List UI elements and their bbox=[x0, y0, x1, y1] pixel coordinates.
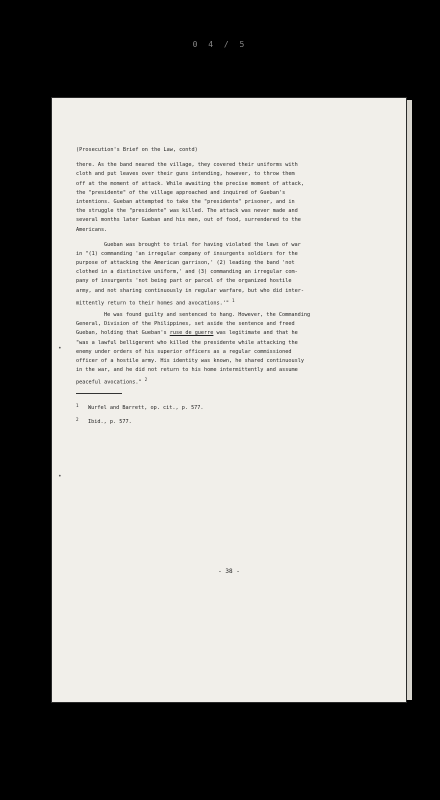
text-line bbox=[76, 296, 394, 305]
text-line bbox=[76, 329, 394, 338]
text-line: officer of a hostile army. His identity was known, he shared continuously bbox=[76, 357, 304, 364]
text-line: "was a lawful belligerent who killed the presidente while attacking the bbox=[76, 339, 298, 346]
paragraph-2 bbox=[76, 241, 394, 305]
margin-mark: • bbox=[58, 473, 62, 480]
paragraph-1 bbox=[76, 161, 394, 235]
footnote-number: 1 bbox=[76, 402, 79, 408]
footnote bbox=[76, 400, 394, 414]
text-line: there. As the band neared the village, they covered their uniforms with bbox=[76, 162, 298, 169]
text-line: in the war, and he did not return to his home intermittently and assume bbox=[76, 367, 298, 374]
text-line: intentions. Gueban attempted to take the "presidente" prisoner, and in bbox=[76, 198, 295, 205]
text-line: Gueban was brought to trial for having violated the laws of war bbox=[104, 241, 301, 248]
footnote-ref: 2 bbox=[144, 377, 148, 383]
paragraph-3 bbox=[76, 311, 394, 385]
text-line bbox=[76, 375, 394, 387]
text-line: purpose of attacking the American garrison,' (2) leading the band 'not bbox=[76, 260, 295, 267]
text-span: was legitimate and that he bbox=[213, 330, 298, 337]
document-header: (Prosecution's Brief on the Law, contd) bbox=[76, 147, 198, 153]
text-line: in "(1) commanding 'an irregular company of insurgents soldiers for the bbox=[76, 250, 298, 257]
footnote-text: Wurfel and Barrett, op. cit., p. 577. bbox=[88, 404, 204, 411]
footnote-ref: 1 bbox=[232, 297, 235, 303]
text-line: He was found guilty and sentenced to hang. However, the Commanding bbox=[104, 312, 311, 318]
text-span: mittently return to their homes and avocations.'" bbox=[76, 300, 230, 307]
footnotes bbox=[76, 400, 394, 428]
footnote-text: Ibid., p. 577. bbox=[88, 418, 132, 425]
footnote-number: 2 bbox=[76, 416, 79, 422]
text-line: army, and not sharing continuously in regular warfare, but who did inter- bbox=[76, 287, 304, 294]
text-span: Gueban, holding that Gueban's bbox=[76, 330, 170, 337]
text-span: peaceful avocations." bbox=[76, 380, 142, 387]
text-line: pany of insurgents 'not being part or parcel of the organized hostile bbox=[76, 278, 292, 285]
text-line: the struggle the "presidente" was killed. The attack was never made and bbox=[76, 208, 298, 215]
text-line: the "presidente" of the village approached and inquired of Gueban's bbox=[76, 189, 286, 196]
document-page bbox=[52, 98, 406, 702]
text-line: several months later Gueban and his men, out of food, surrendered to the bbox=[76, 217, 301, 224]
document-body bbox=[76, 146, 394, 428]
underlined-term: ruse de guerre bbox=[169, 330, 214, 337]
frame-label: 0 4 / 5 bbox=[192, 40, 248, 49]
page-number: - 38 - bbox=[218, 568, 240, 575]
text-line: off at the moment of attack. While awaiting the precise moment of attack, bbox=[76, 180, 304, 187]
text-line: enemy under orders of his superior officers as a regular commissioned bbox=[76, 348, 292, 355]
text-line: clothed in a distinctive uniform,' and (3) commanding an irregular com- bbox=[76, 269, 298, 276]
text-line: Americans. bbox=[76, 226, 108, 233]
text-line: General, Division of the Philippines, set aside the sentence and freed bbox=[76, 321, 295, 328]
footnote-rule bbox=[76, 393, 122, 394]
margin-mark: • bbox=[58, 345, 62, 352]
footnote bbox=[76, 414, 394, 428]
text-line: cloth and put leaves over their guns intending, however, to throw them bbox=[76, 171, 295, 178]
